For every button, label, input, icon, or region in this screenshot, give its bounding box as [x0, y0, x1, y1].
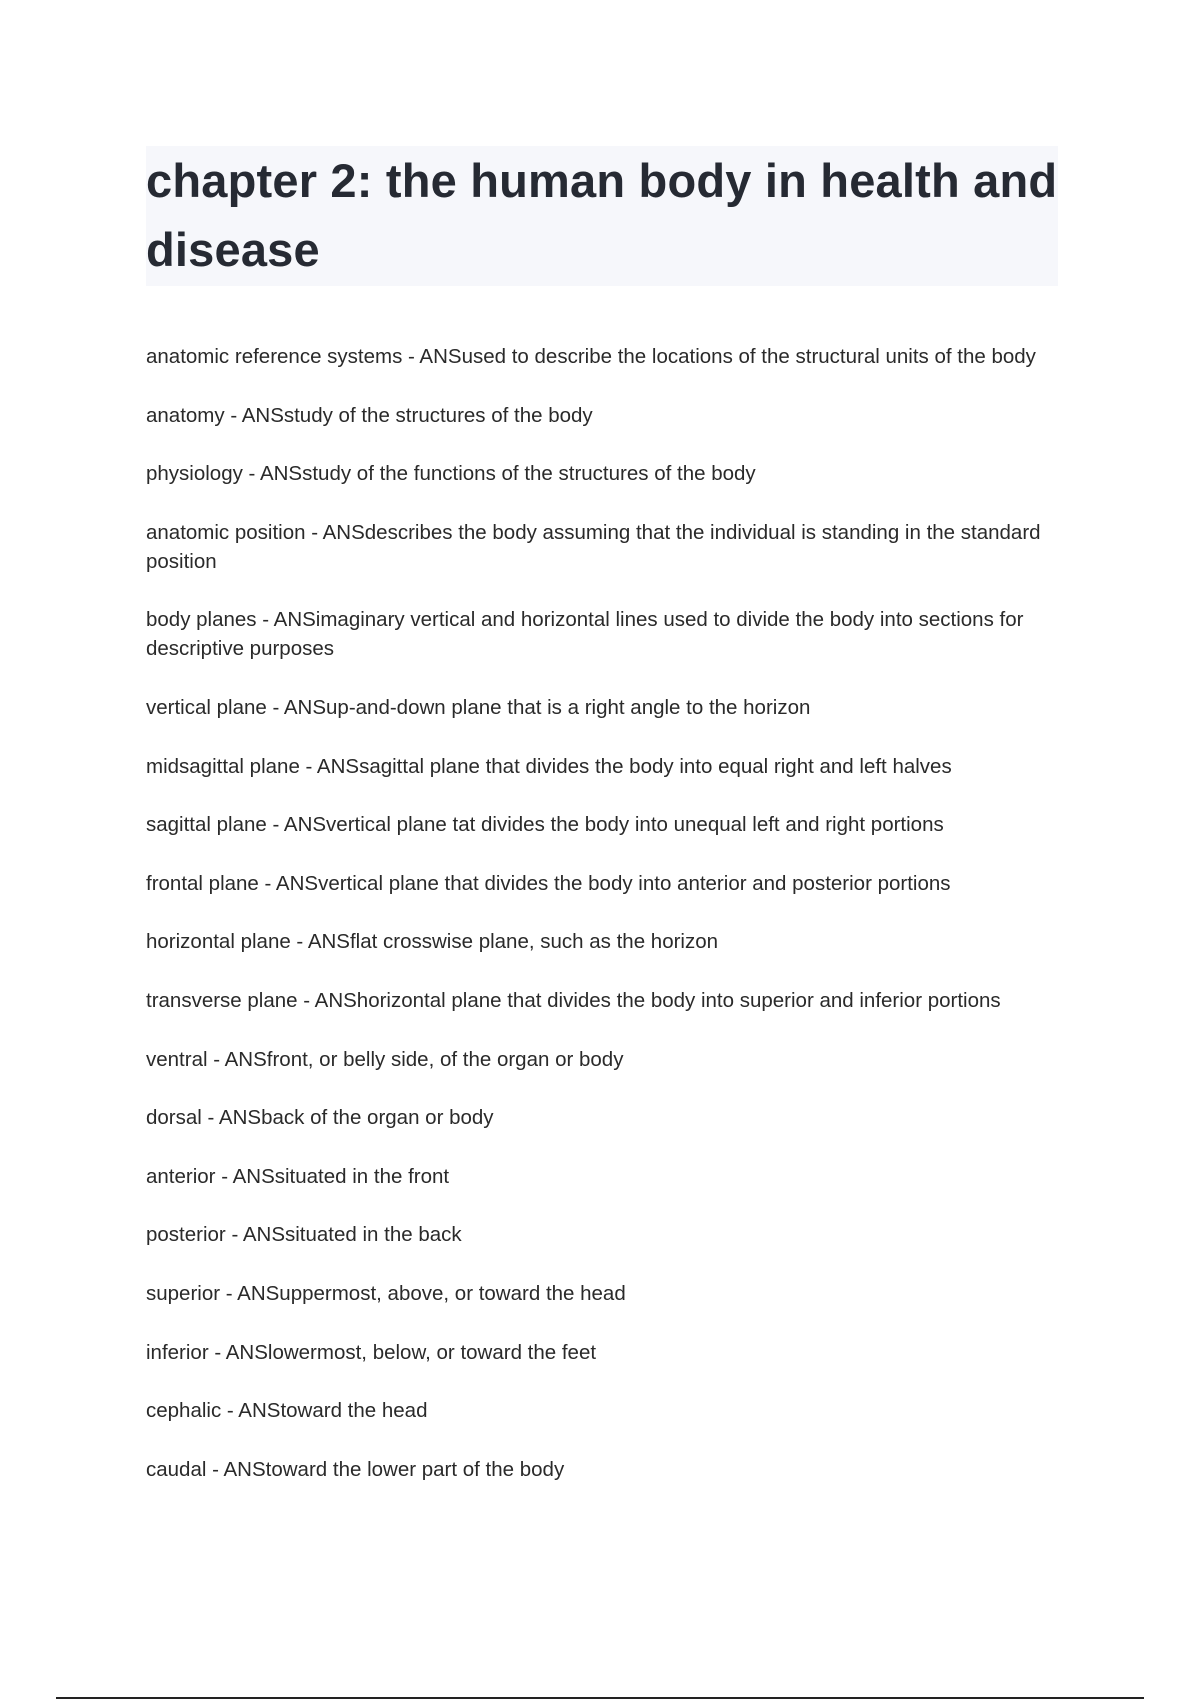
term-entry: sagittal plane - ANSvertical plane tat divides the body into unequal left and right portions — [146, 813, 944, 837]
term-entry: midsagittal plane - ANSsagittal plane that divides the body into equal right and left halves — [146, 754, 952, 778]
term-entry: physiology - ANSstudy of the functions of the structures of the body — [146, 462, 756, 486]
term-entry: cephalic - ANStoward the head — [146, 1399, 428, 1423]
term-entry: dorsal - ANSback of the organ or body — [146, 1106, 494, 1130]
term-entry: posterior - ANSsituated in the back — [146, 1223, 462, 1247]
term-entry: body planes - ANSimaginary vertical and horizontal lines used to divide the body into sections for descriptive purposes — [146, 608, 1024, 661]
term-entry: frontal plane - ANSvertical plane that divides the body into anterior and posterior portions — [146, 871, 951, 895]
page-title: chapter 2: the human body in health and disease — [146, 154, 1058, 276]
title-banner — [146, 146, 1058, 286]
term-entry: anatomic position - ANSdescribes the body assuming that the individual is standing in the standard position — [146, 520, 1041, 573]
term-entry: ventral - ANSfront, or belly side, of the organ or body — [146, 1047, 624, 1071]
term-entry: anatomy - ANSstudy of the structures of the body — [146, 403, 593, 427]
term-list — [146, 342, 1066, 1513]
term-entry: caudal - ANStoward the lower part of the body — [146, 1457, 565, 1481]
term-entry: superior - ANSuppermost, above, or toward the head — [146, 1281, 626, 1305]
term-entry: anatomic reference systems - ANSused to describe the locations of the structural units of the body — [146, 345, 1036, 368]
term-entry: inferior - ANSlowermost, below, or toward the feet — [146, 1340, 597, 1364]
term-entry: transverse plane - ANShorizontal plane that divides the body into superior and inferior portions — [146, 988, 1001, 1012]
term-entry: horizontal plane - ANSflat crosswise plane, such as the horizon — [146, 930, 719, 954]
footer-divider — [56, 1697, 1144, 1699]
term-entry: anterior - ANSsituated in the front — [146, 1164, 450, 1188]
term-entry: vertical plane - ANSup-and-down plane that is a right angle to the horizon — [146, 695, 811, 719]
